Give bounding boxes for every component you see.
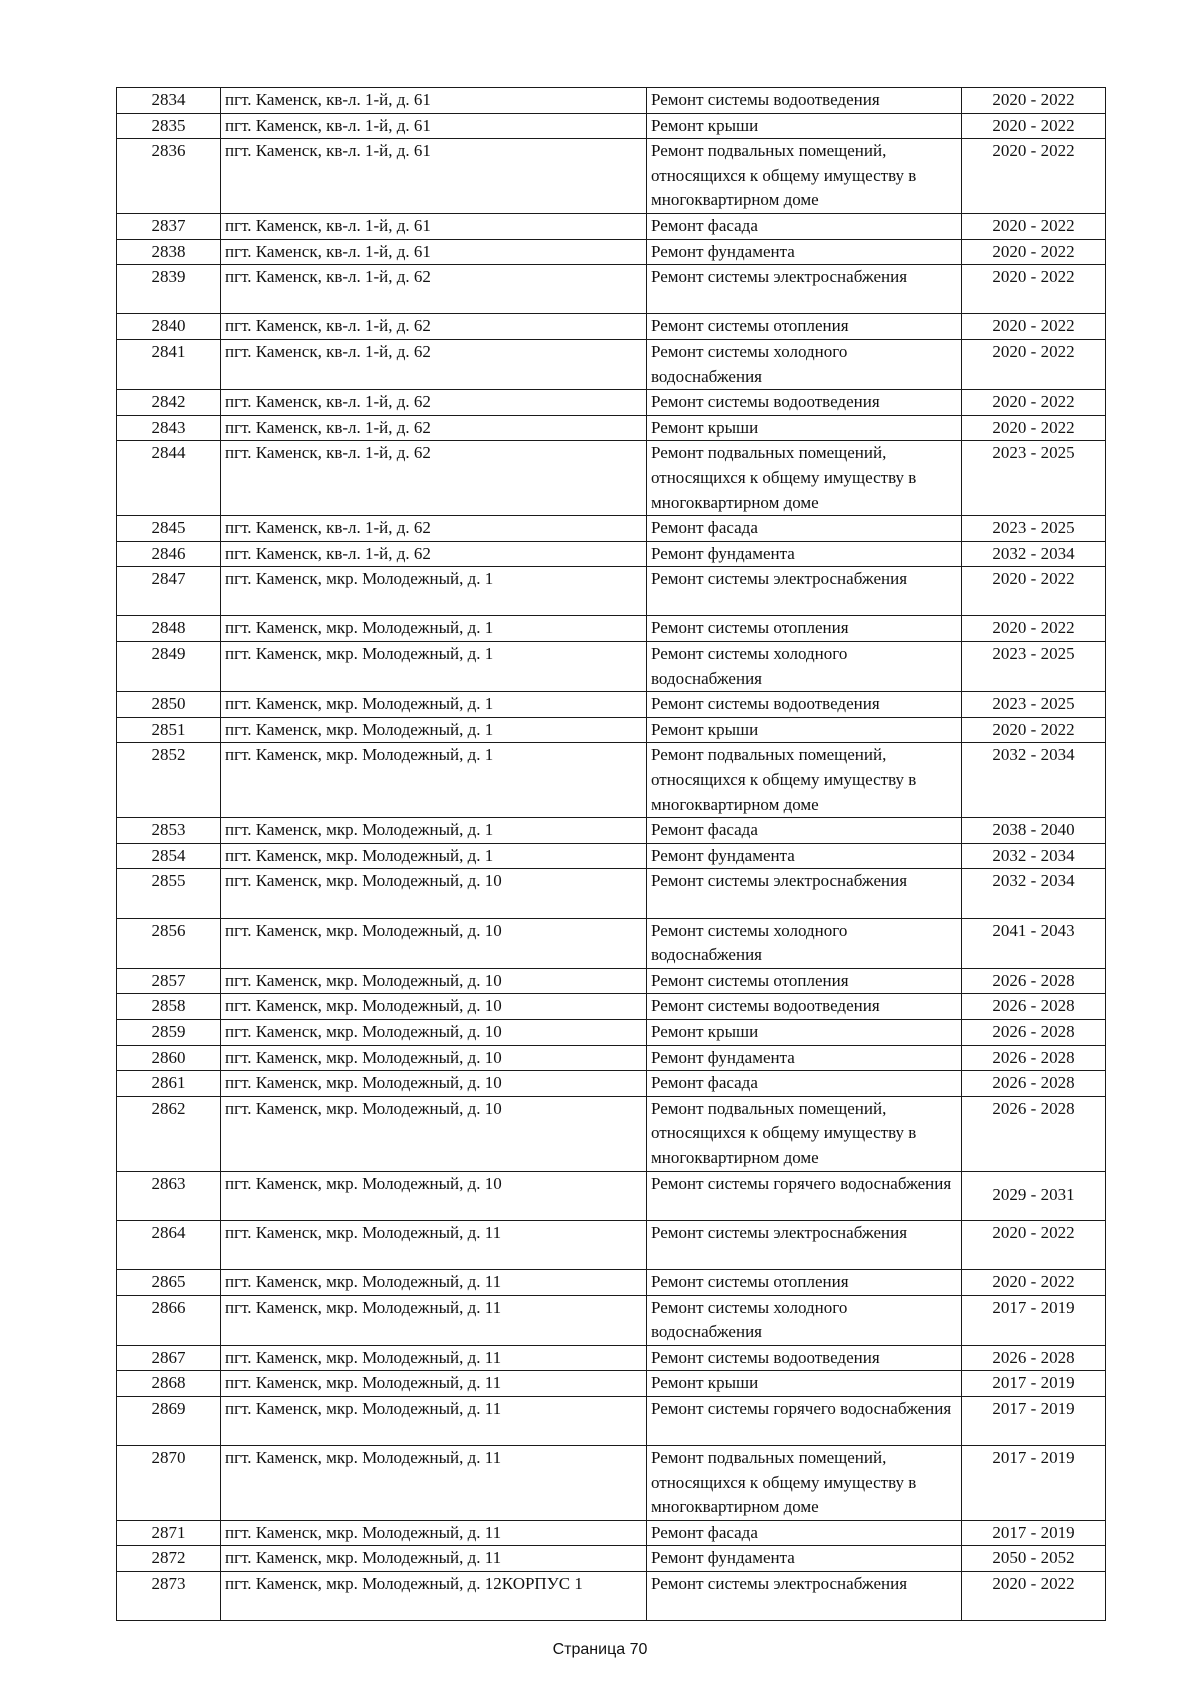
row-address: пгт. Каменск, кв-л. 1-й, д. 61	[221, 213, 647, 239]
row-number: 2847	[117, 567, 221, 616]
row-period: 2026 - 2028	[962, 1096, 1106, 1171]
row-period: 2023 - 2025	[962, 441, 1106, 516]
row-period: 2026 - 2028	[962, 968, 1106, 994]
table-row	[117, 1019, 1106, 1045]
row-number: 2862	[117, 1096, 221, 1171]
row-work-type: Ремонт фасада	[647, 1071, 962, 1097]
table-row	[117, 1045, 1106, 1071]
page-footer	[0, 1641, 1200, 1659]
row-address: пгт. Каменск, мкр. Молодежный, д. 1	[221, 567, 647, 616]
row-work-type: Ремонт системы водоотведения	[647, 994, 962, 1020]
row-address: пгт. Каменск, кв-л. 1-й, д. 62	[221, 390, 647, 416]
row-number: 2837	[117, 213, 221, 239]
row-period: 2020 - 2022	[962, 265, 1106, 314]
row-number: 2858	[117, 994, 221, 1020]
row-address: пгт. Каменск, мкр. Молодежный, д. 1	[221, 692, 647, 718]
row-period: 2023 - 2025	[962, 692, 1106, 718]
row-period: 2020 - 2022	[962, 113, 1106, 139]
row-number: 2859	[117, 1019, 221, 1045]
row-address: пгт. Каменск, мкр. Молодежный, д. 1	[221, 616, 647, 642]
row-work-type: Ремонт системы горячего водоснабжения	[647, 1396, 962, 1445]
table-row	[117, 567, 1106, 616]
row-address: пгт. Каменск, мкр. Молодежный, д. 1	[221, 743, 647, 818]
row-work-type: Ремонт подвальных помещений, относящихся к общему имуществу в многоквартирном доме	[647, 441, 962, 516]
row-work-type: Ремонт крыши	[647, 717, 962, 743]
table-row	[117, 843, 1106, 869]
row-work-type: Ремонт системы холодного водоснабжения	[647, 339, 962, 389]
table-row	[117, 1396, 1106, 1445]
table-row	[117, 1220, 1106, 1269]
row-number: 2855	[117, 869, 221, 918]
row-number: 2846	[117, 541, 221, 567]
row-work-type: Ремонт системы электроснабжения	[647, 1220, 962, 1269]
row-period: 2032 - 2034	[962, 843, 1106, 869]
row-address: пгт. Каменск, мкр. Молодежный, д. 11	[221, 1295, 647, 1345]
row-address: пгт. Каменск, кв-л. 1-й, д. 62	[221, 415, 647, 441]
row-period: 2026 - 2028	[962, 1045, 1106, 1071]
row-work-type: Ремонт системы холодного водоснабжения	[647, 642, 962, 692]
row-period: 2020 - 2022	[962, 314, 1106, 340]
row-number: 2861	[117, 1071, 221, 1097]
table-row	[117, 743, 1106, 818]
row-address: пгт. Каменск, кв-л. 1-й, д. 61	[221, 113, 647, 139]
row-period: 2026 - 2028	[962, 994, 1106, 1020]
row-number: 2867	[117, 1345, 221, 1371]
row-period: 2050 - 2052	[962, 1546, 1106, 1572]
table-row	[117, 968, 1106, 994]
row-period: 2020 - 2022	[962, 415, 1106, 441]
row-period: 2017 - 2019	[962, 1396, 1106, 1445]
row-work-type: Ремонт системы водоотведения	[647, 1345, 962, 1371]
row-number: 2864	[117, 1220, 221, 1269]
table-row	[117, 1295, 1106, 1345]
row-period: 2032 - 2034	[962, 541, 1106, 567]
row-address: пгт. Каменск, мкр. Молодежный, д. 1	[221, 843, 647, 869]
table-row	[117, 1345, 1106, 1371]
row-work-type: Ремонт крыши	[647, 113, 962, 139]
table-row	[117, 1520, 1106, 1546]
row-number: 2850	[117, 692, 221, 718]
row-work-type: Ремонт системы отопления	[647, 314, 962, 340]
row-number: 2845	[117, 516, 221, 542]
table-row	[117, 1096, 1106, 1171]
row-work-type: Ремонт системы холодного водоснабжения	[647, 918, 962, 968]
row-work-type: Ремонт подвальных помещений, относящихся к общему имуществу в многоквартирном доме	[647, 743, 962, 818]
row-address: пгт. Каменск, мкр. Молодежный, д. 11	[221, 1520, 647, 1546]
row-work-type: Ремонт подвальных помещений, относящихся к общему имуществу в многоквартирном доме	[647, 1446, 962, 1521]
row-number: 2853	[117, 818, 221, 844]
row-address: пгт. Каменск, мкр. Молодежный, д. 10	[221, 1045, 647, 1071]
row-period: 2032 - 2034	[962, 743, 1106, 818]
row-period: 2026 - 2028	[962, 1345, 1106, 1371]
row-number: 2844	[117, 441, 221, 516]
row-address: пгт. Каменск, мкр. Молодежный, д. 11	[221, 1269, 647, 1295]
row-period: 2017 - 2019	[962, 1520, 1106, 1546]
row-number: 2857	[117, 968, 221, 994]
row-work-type: Ремонт фундамента	[647, 541, 962, 567]
row-work-type: Ремонт системы водоотведения	[647, 390, 962, 416]
row-number: 2848	[117, 616, 221, 642]
table-row	[117, 642, 1106, 692]
row-period: 2026 - 2028	[962, 1071, 1106, 1097]
row-period: 2020 - 2022	[962, 390, 1106, 416]
table-row	[117, 265, 1106, 314]
table-row	[117, 616, 1106, 642]
table-row	[117, 441, 1106, 516]
table-row	[117, 1171, 1106, 1220]
row-work-type: Ремонт системы электроснабжения	[647, 265, 962, 314]
row-period: 2032 - 2034	[962, 869, 1106, 918]
row-address: пгт. Каменск, кв-л. 1-й, д. 62	[221, 265, 647, 314]
row-period: 2026 - 2028	[962, 1019, 1106, 1045]
row-work-type: Ремонт системы отопления	[647, 968, 962, 994]
row-work-type: Ремонт фундамента	[647, 1546, 962, 1572]
table-row	[117, 1446, 1106, 1521]
row-address: пгт. Каменск, мкр. Молодежный, д. 1	[221, 717, 647, 743]
row-number: 2838	[117, 239, 221, 265]
table-row	[117, 516, 1106, 542]
table-row	[117, 239, 1106, 265]
row-address: пгт. Каменск, мкр. Молодежный, д. 10	[221, 968, 647, 994]
row-period: 2020 - 2022	[962, 339, 1106, 389]
table-row	[117, 994, 1106, 1020]
row-work-type: Ремонт системы холодного водоснабжения	[647, 1295, 962, 1345]
row-number: 2835	[117, 113, 221, 139]
row-work-type: Ремонт системы электроснабжения	[647, 1572, 962, 1621]
row-work-type: Ремонт фасада	[647, 516, 962, 542]
row-number: 2840	[117, 314, 221, 340]
table-row	[117, 88, 1106, 114]
row-address: пгт. Каменск, мкр. Молодежный, д. 11	[221, 1345, 647, 1371]
row-period: 2020 - 2022	[962, 616, 1106, 642]
row-address: пгт. Каменск, мкр. Молодежный, д. 10	[221, 918, 647, 968]
row-period: 2020 - 2022	[962, 1572, 1106, 1621]
row-work-type: Ремонт фундамента	[647, 239, 962, 265]
row-address: пгт. Каменск, мкр. Молодежный, д. 11	[221, 1396, 647, 1445]
row-period: 2017 - 2019	[962, 1371, 1106, 1397]
table-row	[117, 1572, 1106, 1621]
row-number: 2854	[117, 843, 221, 869]
row-work-type: Ремонт крыши	[647, 1019, 962, 1045]
table-row	[117, 541, 1106, 567]
row-address: пгт. Каменск, кв-л. 1-й, д. 62	[221, 441, 647, 516]
row-address: пгт. Каменск, мкр. Молодежный, д. 11	[221, 1220, 647, 1269]
row-period: 2017 - 2019	[962, 1295, 1106, 1345]
row-number: 2851	[117, 717, 221, 743]
row-work-type: Ремонт системы отопления	[647, 616, 962, 642]
row-number: 2865	[117, 1269, 221, 1295]
table-row	[117, 415, 1106, 441]
table-row	[117, 918, 1106, 968]
row-period: 2023 - 2025	[962, 516, 1106, 542]
row-number: 2841	[117, 339, 221, 389]
table-row	[117, 818, 1106, 844]
row-work-type: Ремонт подвальных помещений, относящихся к общему имуществу в многоквартирном доме	[647, 139, 962, 214]
row-number: 2849	[117, 642, 221, 692]
row-work-type: Ремонт системы водоотведения	[647, 88, 962, 114]
row-address: пгт. Каменск, кв-л. 1-й, д. 61	[221, 139, 647, 214]
row-number: 2871	[117, 1520, 221, 1546]
row-address: пгт. Каменск, мкр. Молодежный, д. 10	[221, 994, 647, 1020]
row-period: 2017 - 2019	[962, 1446, 1106, 1521]
row-number: 2873	[117, 1572, 221, 1621]
row-address: пгт. Каменск, мкр. Молодежный, д. 1	[221, 818, 647, 844]
row-period: 2020 - 2022	[962, 1269, 1106, 1295]
row-period: 2020 - 2022	[962, 1220, 1106, 1269]
row-number: 2863	[117, 1171, 221, 1220]
row-address: пгт. Каменск, мкр. Молодежный, д. 11	[221, 1546, 647, 1572]
row-work-type: Ремонт фундамента	[647, 1045, 962, 1071]
row-address: пгт. Каменск, мкр. Молодежный, д. 11	[221, 1446, 647, 1521]
row-address: пгт. Каменск, мкр. Молодежный, д. 10	[221, 1071, 647, 1097]
row-address: пгт. Каменск, мкр. Молодежный, д. 12КОРПУС 1	[221, 1572, 647, 1621]
row-work-type: Ремонт системы электроснабжения	[647, 567, 962, 616]
row-work-type: Ремонт системы горячего водоснабжения	[647, 1171, 962, 1220]
table-body	[117, 88, 1106, 1621]
table-row	[117, 390, 1106, 416]
row-period: 2020 - 2022	[962, 88, 1106, 114]
row-work-type: Ремонт крыши	[647, 1371, 962, 1397]
table-row	[117, 339, 1106, 389]
row-address: пгт. Каменск, мкр. Молодежный, д. 10	[221, 1019, 647, 1045]
row-period: 2023 - 2025	[962, 642, 1106, 692]
row-address: пгт. Каменск, кв-л. 1-й, д. 62	[221, 541, 647, 567]
row-number: 2866	[117, 1295, 221, 1345]
row-number: 2834	[117, 88, 221, 114]
row-number: 2872	[117, 1546, 221, 1572]
table-row	[117, 717, 1106, 743]
table-row	[117, 1269, 1106, 1295]
row-period: 2029 - 2031	[962, 1171, 1106, 1220]
row-number: 2860	[117, 1045, 221, 1071]
row-number: 2843	[117, 415, 221, 441]
row-address: пгт. Каменск, кв-л. 1-й, д. 62	[221, 516, 647, 542]
row-period: 2020 - 2022	[962, 213, 1106, 239]
page-number: Страница 70	[552, 1641, 648, 1658]
table-row	[117, 213, 1106, 239]
row-work-type: Ремонт крыши	[647, 415, 962, 441]
row-work-type: Ремонт системы водоотведения	[647, 692, 962, 718]
table-row	[117, 314, 1106, 340]
table-row	[117, 139, 1106, 214]
row-address: пгт. Каменск, мкр. Молодежный, д. 1	[221, 642, 647, 692]
row-number: 2870	[117, 1446, 221, 1521]
row-number: 2856	[117, 918, 221, 968]
row-work-type: Ремонт фасада	[647, 213, 962, 239]
row-address: пгт. Каменск, кв-л. 1-й, д. 62	[221, 339, 647, 389]
row-period: 2020 - 2022	[962, 139, 1106, 214]
row-address: пгт. Каменск, мкр. Молодежный, д. 11	[221, 1371, 647, 1397]
table-row	[117, 1371, 1106, 1397]
row-work-type: Ремонт фасада	[647, 818, 962, 844]
table-row	[117, 1546, 1106, 1572]
repair-schedule-table	[116, 87, 1106, 1621]
row-number: 2852	[117, 743, 221, 818]
table-row	[117, 869, 1106, 918]
row-address: пгт. Каменск, мкр. Молодежный, д. 10	[221, 869, 647, 918]
row-period: 2020 - 2022	[962, 239, 1106, 265]
table-row	[117, 692, 1106, 718]
row-address: пгт. Каменск, кв-л. 1-й, д. 61	[221, 88, 647, 114]
row-period: 2020 - 2022	[962, 717, 1106, 743]
row-work-type: Ремонт фасада	[647, 1520, 962, 1546]
row-period: 2020 - 2022	[962, 567, 1106, 616]
row-period: 2041 - 2043	[962, 918, 1106, 968]
row-work-type: Ремонт системы отопления	[647, 1269, 962, 1295]
row-number: 2839	[117, 265, 221, 314]
row-address: пгт. Каменск, мкр. Молодежный, д. 10	[221, 1171, 647, 1220]
row-number: 2868	[117, 1371, 221, 1397]
table-row	[117, 113, 1106, 139]
row-address: пгт. Каменск, кв-л. 1-й, д. 62	[221, 314, 647, 340]
row-address: пгт. Каменск, кв-л. 1-й, д. 61	[221, 239, 647, 265]
row-period: 2038 - 2040	[962, 818, 1106, 844]
row-number: 2869	[117, 1396, 221, 1445]
table-row	[117, 1071, 1106, 1097]
row-address: пгт. Каменск, мкр. Молодежный, д. 10	[221, 1096, 647, 1171]
row-work-type: Ремонт подвальных помещений, относящихся к общему имуществу в многоквартирном доме	[647, 1096, 962, 1171]
row-number: 2836	[117, 139, 221, 214]
row-number: 2842	[117, 390, 221, 416]
row-work-type: Ремонт фундамента	[647, 843, 962, 869]
row-work-type: Ремонт системы электроснабжения	[647, 869, 962, 918]
